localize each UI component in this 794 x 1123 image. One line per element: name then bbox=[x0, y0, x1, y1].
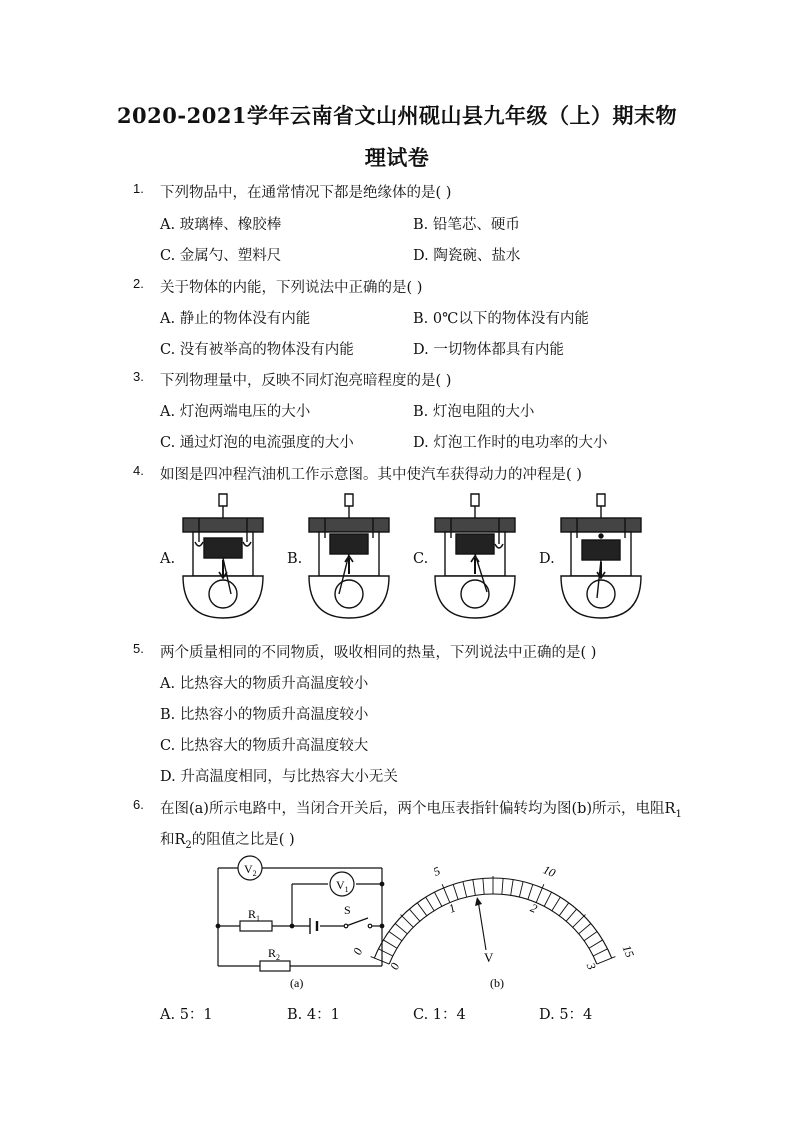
engine-diagram-c bbox=[431, 494, 519, 620]
meter-tick bbox=[511, 880, 514, 896]
meter-tick bbox=[589, 940, 603, 948]
resistor-r1-label: $R_1$ bbox=[248, 907, 261, 923]
question-number: 1. bbox=[133, 181, 144, 196]
option-a: A. 5：1 bbox=[160, 1007, 213, 1023]
meter-tick bbox=[579, 923, 591, 933]
question-number: 6. bbox=[133, 797, 144, 812]
meter-tick bbox=[473, 880, 476, 896]
option-a: A. 灯泡两端电压的大小 bbox=[160, 404, 311, 420]
meter-outer-label: 15 bbox=[619, 943, 638, 960]
meter-tick bbox=[453, 884, 458, 899]
voltmeter-v2-label: $V_2$ bbox=[244, 862, 257, 878]
meter-tick bbox=[552, 897, 560, 911]
meter-tick bbox=[559, 903, 568, 916]
option-d: D. 一切物体都具有内能 bbox=[413, 342, 564, 358]
meter-tick bbox=[417, 903, 426, 916]
option-d: D. bbox=[539, 551, 555, 567]
meter-inner-label: 1 bbox=[446, 900, 458, 916]
option-b: B. 4：1 bbox=[287, 1007, 340, 1023]
meter-tick bbox=[434, 892, 441, 906]
option-b: B. 铅笔芯、硬币 bbox=[413, 217, 520, 233]
meter-outer-label: 10 bbox=[541, 862, 558, 881]
engine-diagram-b bbox=[305, 494, 393, 620]
option-d: D. 陶瓷碗、盐水 bbox=[413, 248, 521, 264]
meter-tick bbox=[528, 884, 533, 899]
meter-tick bbox=[544, 892, 551, 906]
meter-tick bbox=[395, 923, 407, 933]
meter-pointer-head bbox=[475, 897, 482, 906]
question-stem-continued: 和$R_2$的阻值之比是( ) bbox=[160, 832, 295, 851]
question-number: 3. bbox=[133, 369, 144, 384]
meter-inner-label: 0 bbox=[387, 960, 403, 972]
option-c: C. 金属勺、塑料尺 bbox=[160, 248, 282, 264]
page-title-line1: 2020-2021学年云南省文山州砚山县九年级（上）期末物 bbox=[116, 103, 678, 128]
caption-a: (a) bbox=[290, 976, 304, 990]
voltmeter-v1-label: $V_1$ bbox=[336, 878, 349, 894]
meter-tick bbox=[483, 878, 484, 894]
option-b: B. 灯泡电阻的大小 bbox=[413, 404, 535, 420]
meter-pointer-label: V bbox=[484, 950, 494, 965]
question-stem: 两个质量相同的不同物质，吸收相同的热量，下列说法中正确的是( ) bbox=[160, 645, 597, 661]
meter-pointer bbox=[478, 900, 486, 950]
meter-outer-label: 5 bbox=[431, 863, 443, 879]
caption-b: (b) bbox=[490, 976, 504, 990]
meter-tick bbox=[463, 882, 467, 898]
option-c: C. 比热容大的物质升高温度较大 bbox=[160, 738, 369, 754]
question-stem: 关于物体的内能，下列说法中正确的是( ) bbox=[160, 280, 423, 296]
option-a: A. 玻璃棒、橡胶棒 bbox=[160, 217, 282, 233]
option-a: A. 静止的物体没有内能 bbox=[160, 311, 311, 327]
meter-tick bbox=[584, 931, 597, 940]
option-b: B. bbox=[287, 551, 303, 567]
meter-inner-label: 2 bbox=[528, 900, 540, 916]
option-b: B. 0℃以下的物体没有内能 bbox=[413, 311, 589, 327]
switch-label: S bbox=[344, 903, 351, 917]
option-d: D. 5：4 bbox=[539, 1007, 593, 1023]
meter-tick bbox=[597, 957, 616, 964]
meter-tick bbox=[566, 909, 576, 921]
meter-tick bbox=[593, 949, 607, 956]
question-number: 2. bbox=[133, 276, 144, 291]
option-d: D. 升高温度相同，与比热容大小无关 bbox=[160, 769, 398, 785]
meter-tick bbox=[502, 878, 503, 894]
meter-tick bbox=[409, 909, 419, 921]
meter-inner-label: 3 bbox=[583, 960, 599, 972]
option-c: C. 通过灯泡的电流强度的大小 bbox=[160, 435, 354, 451]
option-d: D. 灯泡工作时的电功率的大小 bbox=[413, 435, 608, 451]
question-stem: 如图是四冲程汽油机工作示意图。其中使汽车获得动力的冲程是( ) bbox=[160, 467, 582, 483]
question-stem: 在图(a)所示电路中，当闭合开关后，两个电压表指针偏转均为图(b)所示，电阻$R_1$ bbox=[160, 801, 682, 820]
voltmeter-dial bbox=[350, 856, 638, 996]
circuit-diagram bbox=[210, 856, 390, 996]
meter-tick bbox=[389, 931, 402, 940]
meter-tick bbox=[401, 915, 414, 928]
question-stem: 下列物品中，在通常情况下都是绝缘体的是( ) bbox=[160, 185, 452, 201]
option-c: C. 没有被举高的物体没有内能 bbox=[160, 342, 354, 358]
option-a: A. 比热容大的物质升高温度较小 bbox=[160, 676, 369, 692]
option-b: B. 比热容小的物质升高温度较小 bbox=[160, 707, 369, 723]
engine-diagram-a bbox=[179, 494, 267, 620]
meter-tick bbox=[573, 915, 586, 928]
question-stem: 下列物理量中，反映不同灯泡亮暗程度的是( ) bbox=[160, 373, 452, 389]
meter-outer-label: 0 bbox=[350, 945, 366, 957]
option-c: C. 1：4 bbox=[413, 1007, 466, 1023]
resistor-r2-label: $R_2$ bbox=[268, 946, 281, 962]
question-number: 4. bbox=[133, 463, 144, 478]
meter-tick bbox=[519, 882, 523, 898]
option-a: A. bbox=[160, 551, 176, 567]
question-number: 5. bbox=[133, 641, 144, 656]
page-title-line2: 理试卷 bbox=[364, 145, 430, 170]
option-c: C. bbox=[413, 551, 429, 567]
engine-diagram-d bbox=[557, 494, 645, 620]
meter-tick bbox=[426, 897, 434, 911]
